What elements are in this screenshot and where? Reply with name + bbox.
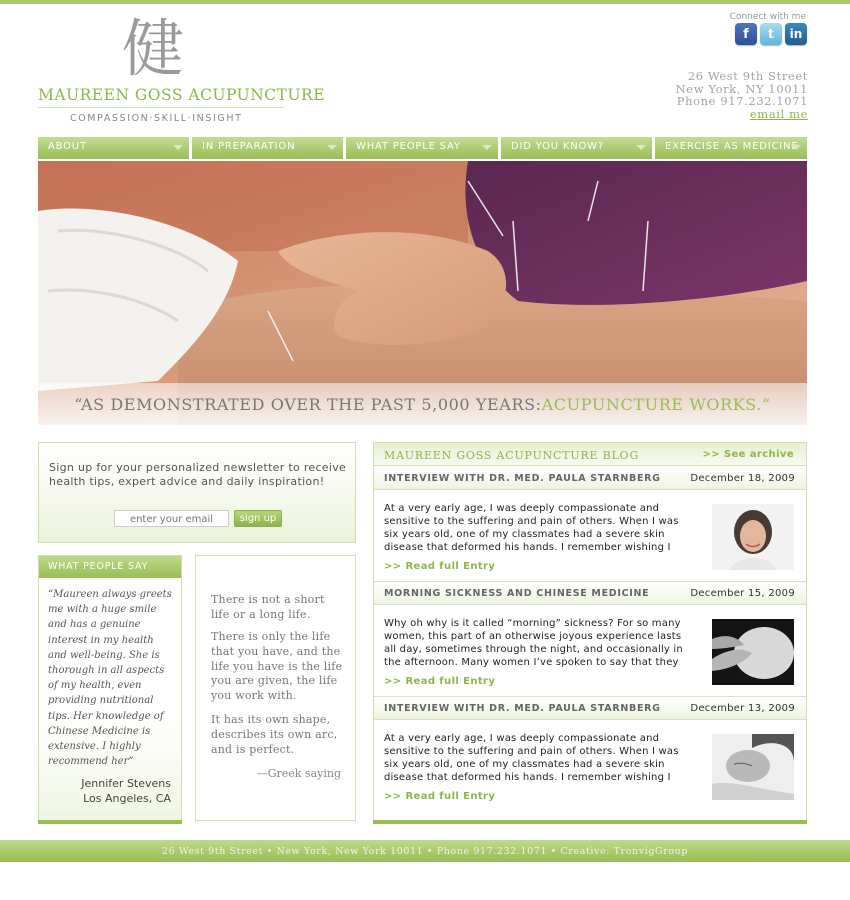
nav-item-in-preparation[interactable]	[192, 137, 343, 159]
top-accent-rule	[0, 0, 850, 4]
read-more-link[interactable]: >> Read full Entry	[384, 561, 496, 572]
email-input[interactable]	[114, 510, 229, 527]
relaxation-thumbnail	[712, 734, 794, 800]
linkedin-icon[interactable]: in	[785, 23, 807, 45]
nav-label: WHAT PEOPLE SAY	[356, 141, 461, 152]
blog-panel	[373, 442, 807, 821]
hero-quote-part2: ACUPUNCTURE WORKS.”	[541, 394, 771, 414]
entry-title[interactable]: MORNING SICKNESS AND CHINESE MEDICINE	[384, 588, 650, 599]
connect-label: Connect with me	[729, 12, 806, 22]
address-city: New York, NY 10011	[675, 81, 808, 96]
newsletter-text: Sign up for your personalized newsletter to receive health tips, expert advice and daily inspiration!	[49, 461, 347, 488]
author-name: Jennifer Stevens	[81, 777, 171, 790]
chevron-down-icon	[636, 145, 646, 150]
footer-bar	[0, 840, 850, 862]
hero-banner	[38, 161, 807, 425]
panel-bottom-rule	[373, 820, 807, 824]
testimonial-quote: “Maureen always greets me with a huge smile and has a genuine interest in my health and well-being. She is thorough in all aspects of my health, even providing nutritional tips. Her knowledge of Chinese Medicine is extensive. I highly recommend her”	[48, 589, 172, 768]
hero-quote-part1: “AS DEMONSTRATED OVER THE PAST 5,000 YEARS:	[74, 394, 542, 414]
footer-text: 26 West 9th Street • New York, New York 10011 • Phone 917.232.1071 • Creative: TronvigGroup	[161, 845, 689, 857]
hero-quote	[38, 383, 807, 425]
testimonials-heading: WHAT PEOPLE SAY	[39, 556, 181, 578]
read-more-link[interactable]: >> Read full Entry	[384, 676, 496, 687]
testimonials-panel	[38, 555, 182, 821]
facebook-icon[interactable]: f	[735, 23, 757, 45]
nav-label: DID YOU KNOW?	[511, 141, 604, 152]
entry-excerpt: Why oh why is it called “morning” sickness? For so many women, this part of an otherwise joyous experience lasts all day, sometimes through the night, and occasionally in the afternoon. Many women I’ve spoken to say that they	[384, 618, 683, 668]
address-street: 26 West 9th Street	[687, 69, 808, 83]
nav-item-did-you-know[interactable]	[501, 137, 652, 159]
newsletter-signup	[38, 442, 356, 543]
nav-item-about[interactable]	[38, 137, 189, 159]
address-phone: Phone 917.232.1071	[676, 94, 808, 108]
email-link[interactable]: email me	[749, 106, 808, 121]
contact-address	[676, 70, 808, 120]
pregnancy-thumbnail	[712, 619, 794, 685]
chevron-down-icon	[791, 145, 801, 150]
logo-character-icon	[122, 14, 202, 78]
blog-title[interactable]: MAUREEN GOSS ACUPUNCTURE BLOG	[384, 449, 640, 462]
nav-label: IN PREPARATION	[202, 141, 296, 152]
entry-title[interactable]: INTERVIEW WITH DR. MED. PAULA STARNBERG	[384, 473, 661, 484]
blog-entry	[374, 582, 806, 697]
svg-text:健: 健	[122, 14, 185, 78]
signup-button[interactable]: sign up	[234, 510, 282, 527]
brand-divider	[38, 107, 284, 108]
chevron-down-icon	[173, 145, 183, 150]
social-links	[735, 23, 807, 45]
chevron-down-icon	[327, 145, 337, 150]
tagline: COMPASSION·SKILL·INSIGHT	[70, 113, 243, 124]
panel-bottom-rule	[38, 820, 182, 824]
saying-attribution: —Greek saying	[256, 767, 341, 780]
nav-label: EXERCISE AS MEDICINE	[665, 141, 799, 152]
entry-title[interactable]: INTERVIEW WITH DR. MED. PAULA STARNBERG	[384, 703, 661, 714]
author-city: Los Angeles, CA	[83, 792, 171, 805]
nav-item-exercise-as-medicine[interactable]	[655, 137, 807, 159]
chevron-down-icon	[482, 145, 492, 150]
testimonial-author	[81, 776, 171, 806]
saying-panel	[195, 555, 356, 821]
blog-header	[374, 443, 806, 466]
entry-excerpt: At a very early age, I was deeply compassionate and sensitive to the suffering and pain of others. When I was six years old, one of my classmates had a severe skin disease that deformed his hands. I remember wishing I	[384, 733, 679, 783]
portrait-thumbnail	[712, 504, 794, 570]
twitter-icon[interactable]: t	[760, 23, 782, 45]
see-archive-link[interactable]: >> See archive	[702, 449, 794, 460]
brand-name[interactable]: MAUREEN GOSS ACUPUNCTURE	[38, 86, 326, 104]
main-nav	[38, 137, 807, 159]
entry-excerpt: At a very early age, I was deeply compassionate and sensitive to the suffering and pain of others. When I was six years old, one of my classmates had a severe skin disease that deformed his hands. I remember wishing I	[384, 503, 679, 553]
read-more-link[interactable]: >> Read full Entry	[384, 791, 496, 802]
blog-entry	[374, 467, 806, 582]
nav-item-what-people-say[interactable]	[346, 137, 498, 159]
blog-entry	[374, 697, 806, 812]
saying-paragraph: It has its own shape, describes its own arc, and is perfect.	[211, 713, 338, 756]
nav-label: ABOUT	[48, 141, 87, 152]
entry-date: December 15, 2009	[690, 588, 795, 599]
saying-paragraph: There is not a short life or a long life.	[211, 593, 325, 621]
saying-paragraph: There is only the life that you have, and the life you have is the life you are given, the life you work with.	[211, 630, 343, 703]
entry-date: December 13, 2009	[690, 703, 795, 714]
entry-date: December 18, 2009	[690, 473, 795, 484]
